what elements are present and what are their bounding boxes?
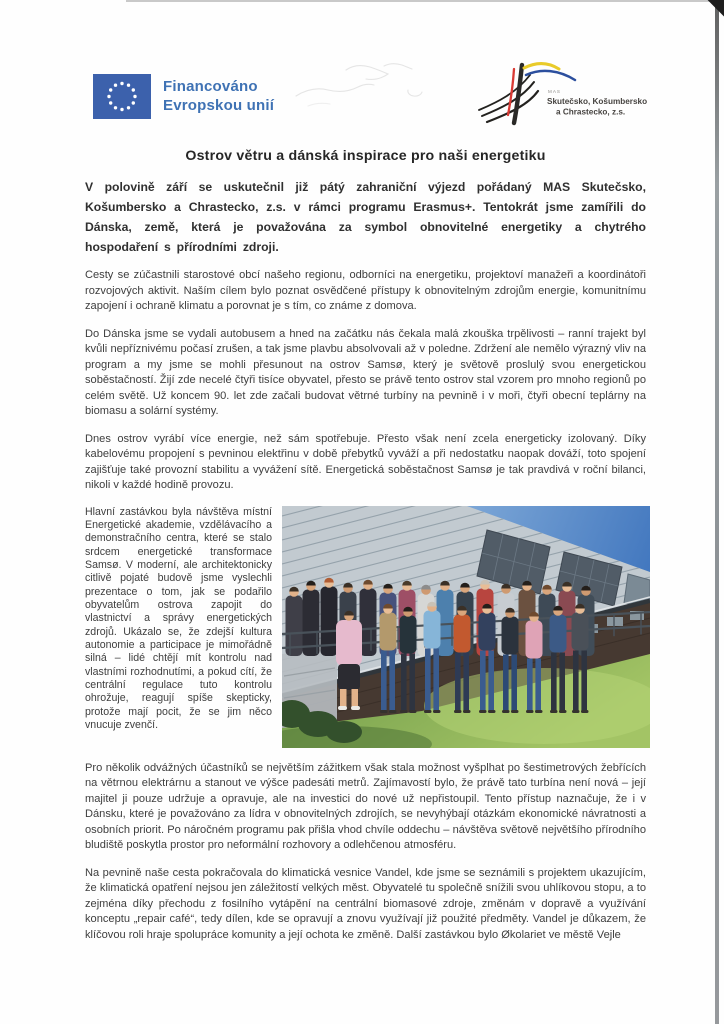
paragraph-travel-samso: Do Dánska jsme se vydali autobusem a hned na začátku nás čekala malá zkouška trpělivosti – ranní trajekt byl kvůli nepříznivému počasí zrušen, a tak jsme plavbu absolvovali až v poledne. Zdržení ale nemělo výrazný vliv na program a my jsme se mohli přesunout na ostrov Samsø, který je světově proslulý svou energetickou soběstačností. Žijí zde necelé čtyři tisíce obyvatel, přesto se právě tento ostrov stal vzorem pro mnoho regionů po celém světě. Už koncem 90. let zde začali budovat větrné turbíny na pevnině i v moři, čtyři obecní teplárny na biomasu a solární systémy. — [85, 327, 646, 417]
photo-section — [85, 506, 646, 748]
paragraph-lead: V polovině září se uskutečnil již pátý zahraniční výjezd pořádaný MAS Skutečsko, Košumbersko a Chrastecko, z.s. v rámci programu Erasmus+. Tentokrát jsme zamířili do Dánska, země, která je považována za symbol obnovitelné energetiky a chytrého hospodaření s přírodními zdroji. — [85, 180, 646, 254]
group-photo — [282, 506, 650, 748]
mas-logo — [478, 62, 656, 128]
paragraph-turbine-climb: Pro několik odvážných účastníků se největším zážitkem však stala možnost vyšplhat po šestimetrových žebřících na větrnou elektrárnu a stanout ve výšce padesáti metrů. Zajímavostí bylo, že právě tato turbína není nová – její majitel ji pouze udržuje a opravuje, ale na investici do nové už nepřistoupil. Tento přístup naznačuje, že i v Dánsku, které je považováno za lídra v obnovitelných zdrojích, se nevyhýbají otázkám ekonomické návratnosti a osobních priorit. Po náročném programu pak přišla vhod chvíle oddechu – návštěva světově největšího přírodního bludiště poskytla prostor pro neformální rozhovory a odlehčenou atmosféru. — [85, 761, 646, 851]
eu-flag-icon — [93, 74, 151, 119]
paragraph-participants: Cesty se zúčastnili starostové obcí našeho regionu, odborníci na energetiku, projektoví manažeři a koordinátoři rozvojových aktivit. Naším cílem bylo poznat osvědčené přístupy k obnovitelným zdrojům energie, komunitnímu zapojení i ochraně klimatu a porovnat je s tím, co známe z domova. — [85, 269, 646, 312]
paragraph-vandel: Na pevnině naše cesta pokračovala do klimatická vesnice Vandel, kde jsme se seznámili s projektem ukazujícím, že klimatická opatření nejsou jen záležitostí velkých měst. Obyvatelé tu společně snížili svou uhlíkovou stopu, a to zejména díky přechodu z fosilního vytápění na centrální biomasové zdroje, změnám v dopravě a využívání konceptu „repair café“, tedy dílen, kde se opravují a znovu využívají již použité předměty. Vandel je důkazem, že klíčovou roli hraje spolupráce komunity a její ochota ke změně. Další zastávkou bylo Økolariet ve městě Vejle — [85, 866, 646, 941]
article-body — [85, 148, 646, 955]
eu-funding-text-line1: Financováno — [163, 78, 258, 95]
paragraph-energy-academy: Hlavní zastávkou byla návštěva místní Energetické akademie, vzdělávacího a demonstračního centra, které se stalo srdcem energetické transformace Samsø. V moderní, ale architektonicky citlivě pojaté budově jsme vyslechli prezentace o tom, jak se podařilo obyvatelům ostrova zapojit do vlastnictví a správy energetických zdrojů. Ukázalo se, že zdejší kultura autonomie a participace je mimořádně silná – lidé chtějí mít kontrolu nad vlastními rozhodnutími, a pokud cítí, že centrální regulace tuto kontrolu ohrožuje, reagují spíše skepticky, protože mají pocit, že se jim něco vnucuje zvenčí. — [85, 505, 272, 731]
pencil-smudge — [288, 56, 463, 118]
scan-edge-top-line — [126, 0, 712, 2]
mas-logo-name-line1: Skutečsko, Košumbersko — [547, 97, 648, 106]
article-title: Ostrov větru a dánská inspirace pro naši energetiku — [185, 148, 546, 164]
scan-edge-right-line — [715, 0, 719, 1024]
eu-funding-text-line2: Evropskou unií — [163, 97, 275, 114]
eu-funding-logo — [93, 74, 274, 119]
mas-logo-mas-label: MAS — [548, 89, 561, 94]
scan-corner-mark — [704, 0, 724, 18]
paragraph-energy-balance: Dnes ostrov vyrábí více energie, než sám spotřebuje. Přesto však není zcela energeticky izolovaný. Díky kabelovému propojení s pevninou elektřinu v době přebytků vyváží a při nedostatku naopak dováží, toto spojení zajišťuje také provozní stabilitu a vyvážení sítě. Energetická soběstačnost Samsø je tak pravdivá v roční bilanci, nikoli v každé hodině provozu. — [85, 432, 646, 491]
mas-logo-name-line2: a Chrastecko, z.s. — [556, 107, 626, 117]
eu-funding-text — [163, 74, 274, 119]
